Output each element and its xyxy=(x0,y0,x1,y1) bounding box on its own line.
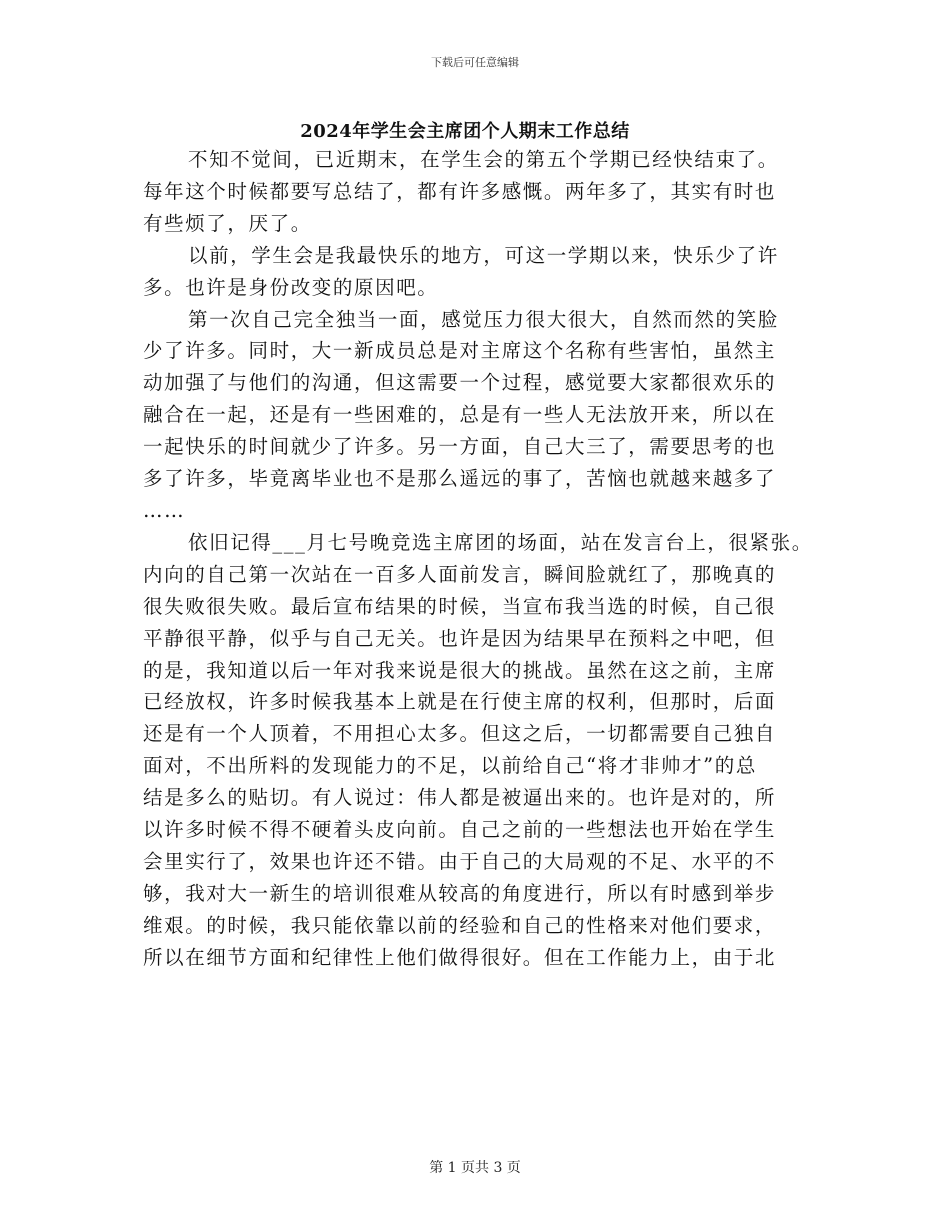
text-line: 所以在细节方面和纪律性上他们做得很好。但在工作能力上，由于北 xyxy=(143,945,777,969)
text-line: 还是有一个人顶着，不用担心太多。但这之后，一切都需要自己独自 xyxy=(143,722,777,746)
text-line: 第一次自己完全独当一面，感觉压力很大很大，自然而然的笑脸 xyxy=(188,307,779,331)
text-line: 不知不觉间，已近期末，在学生会的第五个学期已经快结束了。 xyxy=(188,148,779,171)
text-line: 多。也许是身份改变的原因吧。 xyxy=(143,275,439,299)
text-line: 少了许多。同时，大一新成员总是对主席这个名称有些害怕，虽然主 xyxy=(143,339,777,363)
document-body xyxy=(143,144,843,974)
header-note: 下载后可任意编辑 xyxy=(431,56,519,69)
text-line: 够，我对大一新生的培训很难从较高的角度进行，所以有时感到举步 xyxy=(143,881,777,905)
text-line: 一起快乐的时间就少了许多。另一方面，自己大三了，需要思考的也 xyxy=(143,435,777,459)
text-line: 多了许多，毕竟离毕业也不是那么遥远的事了，苦恼也就越来越多了 xyxy=(143,467,777,491)
text-line: 很失败很失败。最后宣布结果的时候，当宣布我当选的时候，自己很 xyxy=(143,594,777,618)
text-line: 每年这个时候都要写总结了，都有许多感慨。两年多了，其实有时也 xyxy=(143,179,777,203)
text-line: 融合在一起，还是有一些困难的，总是有一些人无法放开来，所以在 xyxy=(143,403,777,427)
text-line: …… xyxy=(143,498,186,522)
text-line: 面对，不出所料的发现能力的不足，以前给自己“将才非帅才”的总 xyxy=(143,754,757,778)
paragraph-4 xyxy=(143,527,843,974)
paragraph-1 xyxy=(143,144,843,240)
paragraph-2 xyxy=(143,240,843,304)
text-line: 维艰。的时候，我只能依靠以前的经验和自己的性格来对他们要求， xyxy=(143,913,777,937)
text-line: 平静很平静，似乎与自己无关。也许是因为结果早在预料之中吧，但 xyxy=(143,626,777,650)
paragraph-3 xyxy=(143,304,843,527)
text-line: 有些烦了，厌了。 xyxy=(143,211,312,235)
document-title: 2024年学生会主席团个人期末工作总结 xyxy=(300,121,630,142)
text-line: 结是多么的贴切。有人说过：伟人都是被逼出来的。也许是对的，所 xyxy=(143,786,777,810)
text-line: 内向的自己第一次站在一百多人面前发言，瞬间脸就红了，那晚真的 xyxy=(143,562,777,586)
text-line: 以许多时候不得不硬着头皮向前。自己之前的一些想法也开始在学生 xyxy=(143,818,777,842)
text-line: 的是，我知道以后一年对我来说是很大的挑战。虽然在这之前，主席 xyxy=(143,658,777,682)
page-number: 第 1 页共 3 页 xyxy=(429,1160,521,1176)
text-line: 以前，学生会是我最快乐的地方，可这一学期以来，快乐少了许 xyxy=(188,243,779,267)
text-line: 动加强了与他们的沟通，但这需要一个过程，感觉要大家都很欢乐的 xyxy=(143,371,777,395)
text-line: 会里实行了，效果也许还不错。由于自己的大局观的不足、水平的不 xyxy=(143,849,777,873)
text-line: 已经放权，许多时候我基本上就是在行使主席的权利，但那时，后面 xyxy=(143,690,777,714)
text-line: 依旧记得___月七号晚竞选主席团的场面，站在发言台上，很紧张。 xyxy=(188,530,813,554)
